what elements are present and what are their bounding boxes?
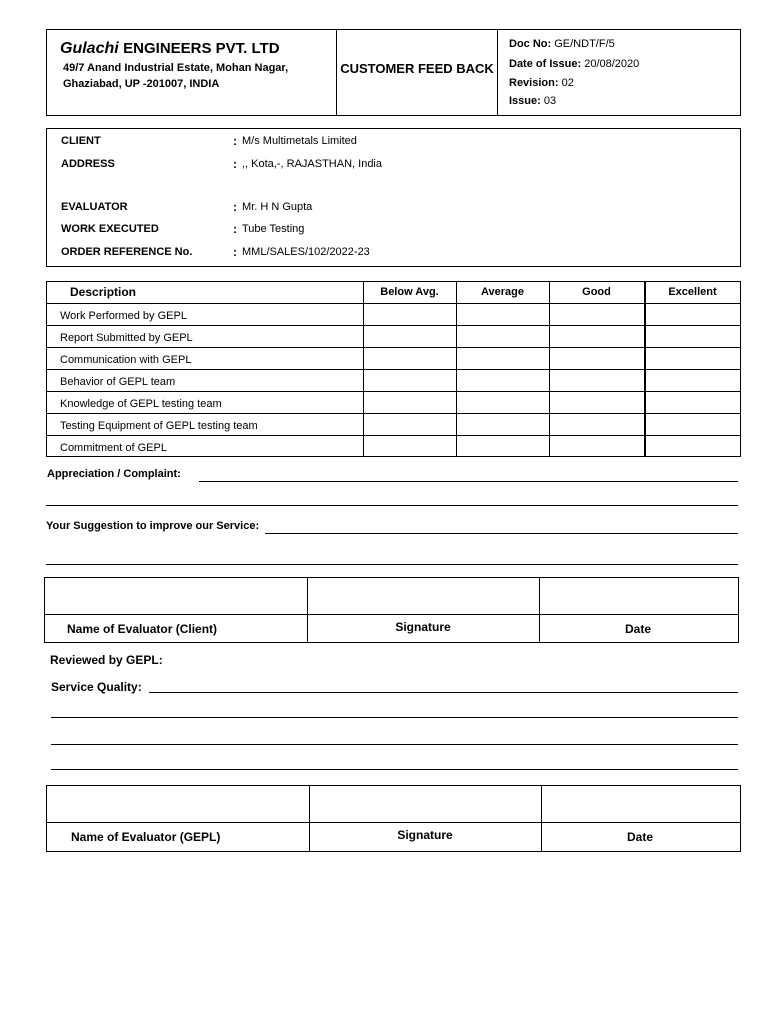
issue [509,95,556,107]
rating-row-behavior: Behavior of GEPL team [60,376,176,388]
appreciation-input-line-2[interactable] [46,505,738,506]
form-title: CUSTOMER FEED BACK [340,61,494,76]
service-quality-line-3[interactable] [51,744,738,745]
rating-row-line [46,369,741,370]
company-address-line1: 49/7 Anand Industrial Estate, Mohan Nagar, [63,62,289,74]
client-name-field[interactable] [45,578,306,613]
client-label: CLIENT [61,135,101,147]
client-date-field[interactable] [540,578,738,613]
rating-row-line [46,435,741,436]
work-executed-value: Tube Testing [242,223,305,235]
order-reference-label: ORDER REFERENCE No. [61,246,193,258]
rating-row-work-performed: Work Performed by GEPL [60,310,187,322]
client-evaluator-name-label: Name of Evaluator (Client) [67,622,218,636]
company-name [60,40,280,58]
rating-row-report-submitted: Report Submitted by GEPL [60,332,193,344]
suggestion-input-line-2[interactable] [46,564,738,565]
date-of-issue-label: Date of Issue: [509,58,582,70]
rating-row-commitment: Commitment of GEPL [60,442,167,454]
service-quality-label: Service Quality: [51,680,142,694]
appreciation-input-line[interactable] [199,481,738,482]
header-excellent: Excellent [668,286,717,298]
suggestion-label: Your Suggestion to improve our Service: [46,520,260,532]
work-executed-colon: : [233,222,237,236]
client-date-label: Date [624,622,651,636]
revision [509,77,574,89]
header-description: Description [70,285,137,299]
company-address-line2: Ghaziabad, UP -201007, INDIA [63,78,220,90]
gepl-signature-field[interactable] [310,786,540,821]
address-colon: : [233,157,237,171]
gepl-date-label: Date [626,830,653,844]
appreciation-label: Appreciation / Complaint: [47,468,181,480]
rating-row-line [46,347,741,348]
rating-row-line [46,325,741,326]
gepl-date-field[interactable] [542,786,740,821]
gepl-signoff-row-line [46,822,741,823]
client-signoff-row-line [44,614,739,615]
service-quality-line-1[interactable] [149,692,738,693]
client-colon: : [233,134,237,148]
issue-value: 03 [543,95,557,107]
address-value: ,, Kota,-, RAJASTHAN, India [242,158,382,170]
client-signature-label: Signature [395,620,451,634]
gepl-signature-label: Signature [397,828,453,842]
doc-no-value: GE/NDT/F/5 [554,38,615,50]
header-divider-2 [497,29,498,116]
company-name-italic: Gulachi [60,40,119,57]
client-signature-field[interactable] [308,578,538,613]
gepl-name-field[interactable] [47,786,308,821]
issue-label: Issue: [509,95,541,107]
client-value: M/s Multimetals Limited [242,135,357,147]
work-executed-label: WORK EXECUTED [61,223,159,235]
header-good: Good [582,286,611,298]
reviewed-by-label: Reviewed by GEPL: [50,653,163,667]
rating-row-line [46,391,741,392]
header-average: Average [480,286,524,298]
suggestion-input-line[interactable] [265,533,738,534]
doc-no [509,38,615,50]
revision-label: Revision: [509,77,559,89]
order-reference-colon: : [233,245,237,259]
address-label: ADDRESS [61,158,115,170]
rating-row-communication: Communication with GEPL [60,354,192,366]
doc-no-label: Doc No: [509,38,552,50]
gepl-evaluator-name-label: Name of Evaluator (GEPL) [71,830,221,844]
date-of-issue [509,58,639,70]
company-name-rest: ENGINEERS PVT. LTD [123,40,280,57]
rating-row-line [46,303,741,304]
revision-value: 02 [561,77,574,89]
evaluator-colon: : [233,200,237,214]
evaluator-label: EVALUATOR [61,201,128,213]
service-quality-line-2[interactable] [51,717,738,718]
evaluator-value: Mr. H N Gupta [242,201,313,213]
date-of-issue-value: 20/08/2020 [584,58,640,70]
service-quality-line-4[interactable] [51,769,738,770]
order-reference-value: MML/SALES/102/2022-23 [242,246,370,258]
rating-row-line [46,413,741,414]
rating-row-knowledge: Knowledge of GEPL testing team [60,398,222,410]
header-below-avg: Below Avg. [380,286,439,298]
rating-row-testing-equipment: Testing Equipment of GEPL testing team [60,420,258,432]
